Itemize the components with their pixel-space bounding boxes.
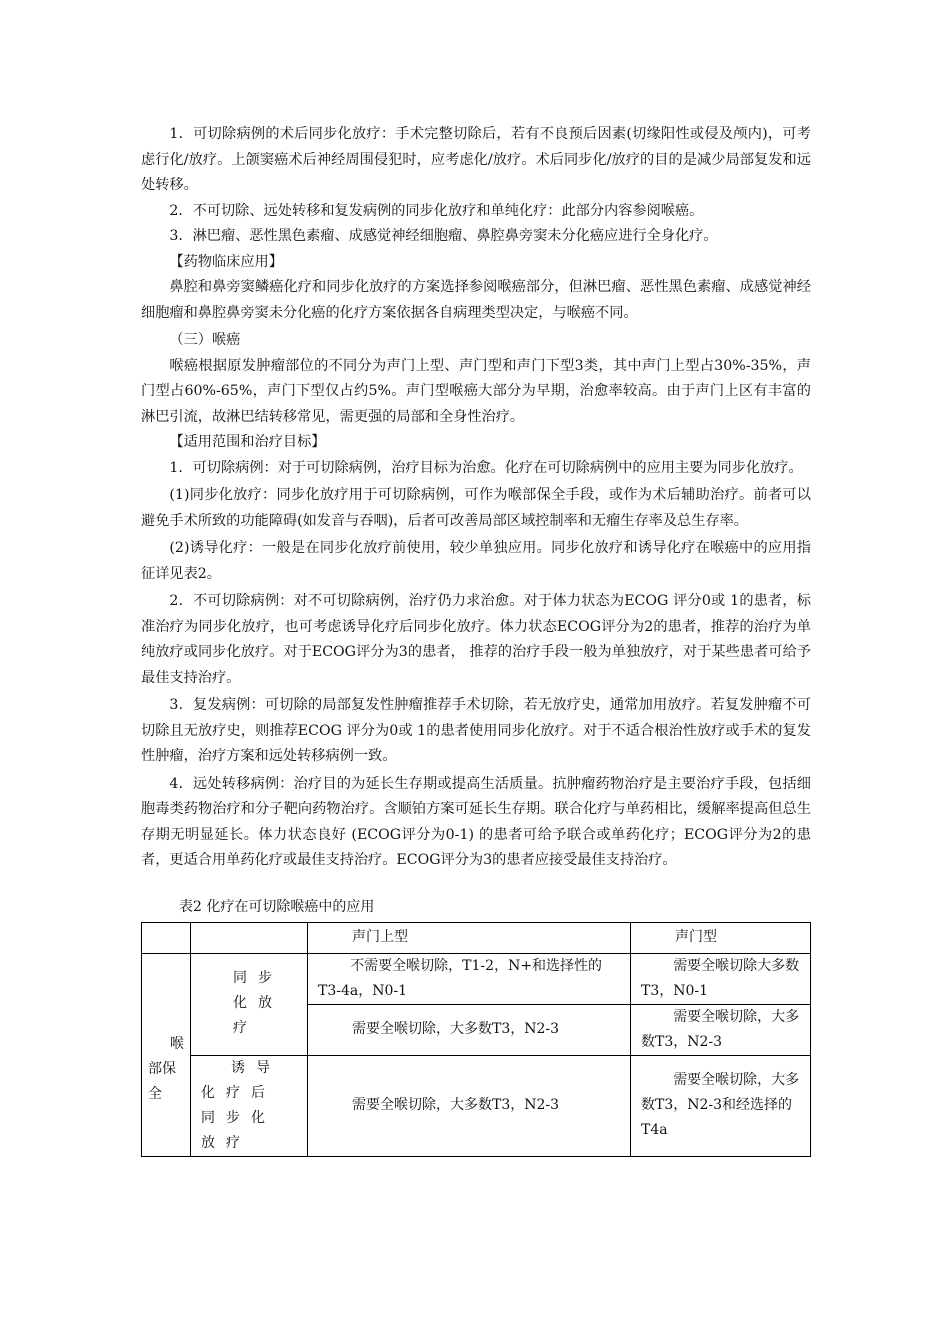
table-caption: 表2 化疗在可切除喉癌中的应用 bbox=[179, 898, 375, 915]
group-label-cell bbox=[142, 953, 191, 1156]
row-label-induction bbox=[191, 1055, 308, 1156]
paragraph: 鼻腔和鼻旁窦鳞癌化疗和同步化放疗的方案选择参阅喉癌部分，但淋巴瘤、恶性黑色素瘤、成感觉神经细胞瘤和鼻腔鼻旁窦未分化癌的化疗方案依据各自病理类型决定，与喉癌不同。 bbox=[141, 279, 811, 321]
cell-glottic: 需要全喉切除，大多数T3，N2-3和经选择的 T4a bbox=[631, 1055, 811, 1156]
table-header-cell bbox=[631, 922, 811, 953]
paragraph: 3．复发病例：可切除的局部复发性肿瘤推荐手术切除，若无放疗史，通常加用放疗。若复发肿瘤不可切除且无放疗史，则推荐ECOG 评分为0或 1的患者使用同步化放疗。对于不适合根治性放疗或手术的复发性肿瘤，治疗方案和远处转移病例一致。 bbox=[141, 697, 811, 764]
paragraph: 3．淋巴瘤、恶性黑色素瘤、成感觉神经细胞瘤、鼻腔鼻旁窦未分化癌应进行全身化疗。 bbox=[169, 228, 718, 244]
row-label-text: 诱导化疗后同步化放疗 bbox=[201, 1059, 281, 1151]
cell-supraglottic: 不需要全喉切除，T1-2，N+和选择性的T3-4a，N0-1 bbox=[308, 953, 631, 1004]
paragraph: 2．不可切除、远处转移和复发病例的同步化放疗和单纯化疗：此部分内容参阅喉癌。 bbox=[169, 202, 704, 219]
group-label-a: 喉 bbox=[170, 1036, 184, 1052]
paragraph: 4．远处转移病例：治疗目的为延长生存期或提高生活质量。抗肿瘤药物治疗是主要治疗手段，包括细胞毒类药物治疗和分子靶向药物治疗。含顺铂方案可延长生存期。联合化疗与单药相比，缓解率提高但总生存期无明显延长。体力状态良好 (ECOG评分为0-1) 的患者可给予联合或单药化疗；ECOG评分为2的患者，更适合用单药化疗或最佳支持治疗。ECOG评分为3的患者应接受最佳支持治疗。 bbox=[141, 775, 811, 868]
table-header-cell bbox=[142, 922, 191, 953]
cell-supraglottic: 需要全喉切除，大多数T3，N2-3 bbox=[308, 1055, 631, 1156]
table-header-row bbox=[142, 922, 811, 953]
group-label-b: 部保全 bbox=[148, 1061, 176, 1102]
paragraph: 1．可切除病例的术后同步化放疗：手术完整切除后，若有不良预后因素(切缘阳性或侵及颅内)，可考虑行化/放疗。上颌窦癌术后神经周围侵犯时，应考虑化/放疗。术后同步化/放疗的目的是减少局部复发和远处转移。 bbox=[141, 126, 811, 193]
chemo-table bbox=[141, 922, 811, 1157]
paragraph: (2)诱导化疗：一般是在同步化放疗前使用，较少单独应用。同步化放疗和诱导化疗在喉癌中的应用指征详见表2。 bbox=[141, 540, 811, 582]
cell-glottic: 需要全喉切除大多数T3，N0-1 bbox=[631, 953, 811, 1004]
paragraph: 喉癌根据原发肿瘤部位的不同分为声门上型、声门型和声门下型3类，其中声门上型占30%-35%，声门型占60%-65%，声门下型仅占约5%。声门型喉癌大部分为早期，治愈率较高。由于声门上区有丰富的淋巴引流，故淋巴结转移常见，需更强的局部和全身性治疗。 bbox=[141, 357, 811, 425]
table-header-cell bbox=[308, 922, 631, 953]
section-heading-scope: 【适用范围和治疗目标】 bbox=[169, 434, 326, 450]
table-row bbox=[142, 1055, 811, 1156]
table-header-cell bbox=[191, 922, 308, 953]
header-glottic: 声门型 bbox=[675, 929, 717, 945]
header-supraglottic: 声门上型 bbox=[352, 929, 408, 945]
paragraph: 2．不可切除病例：对不可切除病例，治疗仍力求治愈。对于体力状态为ECOG 评分0或 1的患者，标准治疗为同步化放疗，也可考虑诱导化疗后同步化放疗。体力状态ECOG评分为2的患者，推荐的治疗为单纯放疗或同步化放疗。对于ECOG评分为3的患者， 推荐的治疗手段一般为单独放疗，对于某些患者可给予最佳支持治疗。 bbox=[141, 593, 811, 686]
paragraph: 1．可切除病例：对于可切除病例，治疗目标为治愈。化疗在可切除病例中的应用主要为同步化放疗。 bbox=[169, 459, 803, 476]
section-heading-laryngeal: （三）喉癌 bbox=[169, 332, 241, 348]
cell-glottic: 需要全喉切除，大多数T3，N2-3 bbox=[631, 1004, 811, 1055]
row-label-concurrent bbox=[191, 953, 308, 1055]
row-label-text: 同步化放疗 bbox=[233, 969, 283, 1036]
table-row bbox=[142, 953, 811, 1004]
document-page bbox=[141, 122, 811, 1157]
section-heading-drug: 【药物临床应用】 bbox=[169, 253, 283, 270]
cell-supraglottic: 需要全喉切除，大多数T3，N2-3 bbox=[308, 1004, 631, 1055]
paragraph: (1)同步化放疗：同步化放疗用于可切除病例，可作为喉部保全手段，或作为术后辅助治疗。前者可以避免手术所致的功能障碍(如发音与吞咽)，后者可改善局部区域控制率和无瘤生存率及总生存率。 bbox=[141, 487, 811, 529]
